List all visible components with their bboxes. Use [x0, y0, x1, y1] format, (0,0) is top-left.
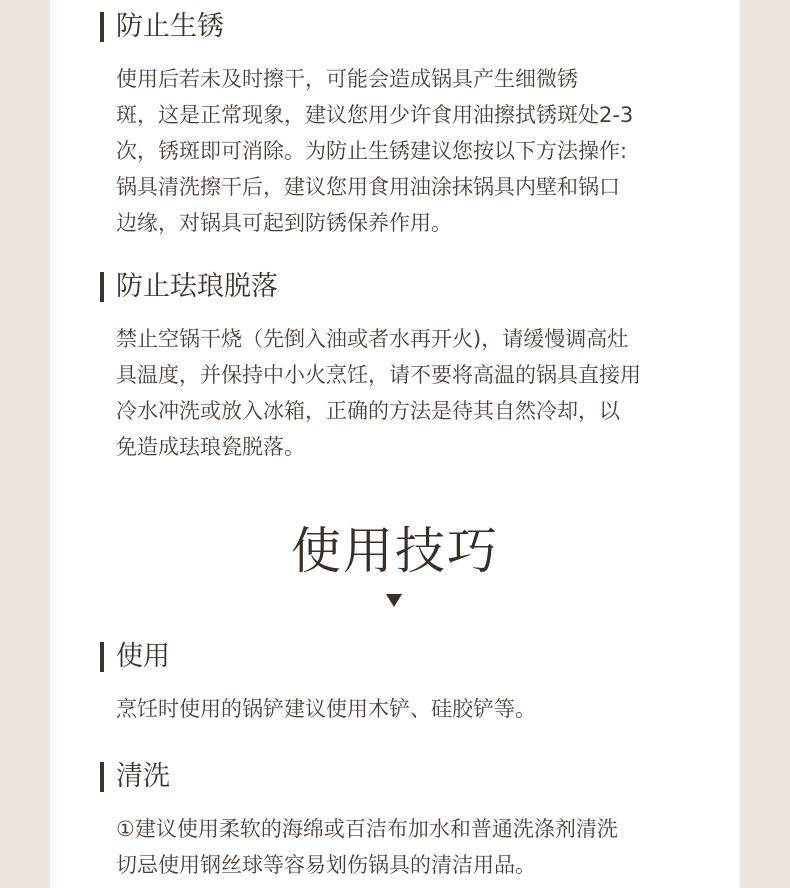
heading-bar [100, 762, 104, 792]
section-cleaning [100, 760, 700, 883]
section-heading [100, 270, 700, 304]
section-heading [100, 640, 700, 674]
paragraph-line: 锅具清洗擦干后，建议您用食用油涂抹锅具内壁和锅口 [116, 175, 620, 199]
paragraph-line: 次，锈斑即可消除。为防止生锈建议您按以下方法操作: [116, 139, 628, 163]
heading-bar [100, 272, 104, 302]
section-paragraph [100, 691, 700, 727]
section-heading [100, 10, 700, 44]
heading-text: 清洗 [116, 761, 170, 792]
paragraph-line: 边缘，对锅具可起到防锈保养作用。 [116, 211, 452, 235]
section-usage [100, 640, 700, 727]
section-rust-prevention [100, 10, 700, 241]
paragraph-line: 切忌使用钢丝球等容易划伤锅具的清洁用品。 [116, 853, 536, 877]
paragraph-line: 禁止空锅干烧（先倒入油或者水再开火)，请缓慢调高灶 [116, 327, 629, 351]
paragraph-line: 斑，这是正常现象，建议您用少许食用油擦拭锈斑处2-3 [116, 103, 634, 127]
paragraph-line: 烹饪时使用的锅铲建议使用木铲、硅胶铲等。 [116, 697, 536, 721]
section-heading [100, 760, 700, 794]
page-title: 使用技巧 [291, 522, 499, 580]
paragraph-line: 使用后若未及时擦干，可能会造成锅具产生细微锈 [116, 67, 578, 91]
heading-bar [100, 642, 104, 672]
section-paragraph [100, 321, 700, 465]
triangle-down-icon [386, 594, 402, 607]
section-enamel-protection [100, 270, 700, 465]
heading-text: 防止珐琅脱落 [116, 271, 278, 302]
paragraph-line: 冷水冲洗或放入冰箱，正确的方法是待其自然冷却，以 [116, 399, 620, 423]
section-paragraph [100, 811, 700, 883]
paragraph-line: 具温度，并保持中小火烹饪，请不要将高温的锅具直接用 [116, 363, 641, 387]
heading-text: 使用 [116, 641, 170, 672]
section-paragraph [100, 61, 700, 241]
heading-bar [100, 12, 104, 42]
paragraph-line: ①建议使用柔软的海绵或百洁布加水和普通洗涤剂清洗 [116, 817, 618, 841]
heading-text: 防止生锈 [116, 11, 224, 42]
paragraph-line: 免造成珐琅瓷脱落。 [116, 435, 305, 459]
